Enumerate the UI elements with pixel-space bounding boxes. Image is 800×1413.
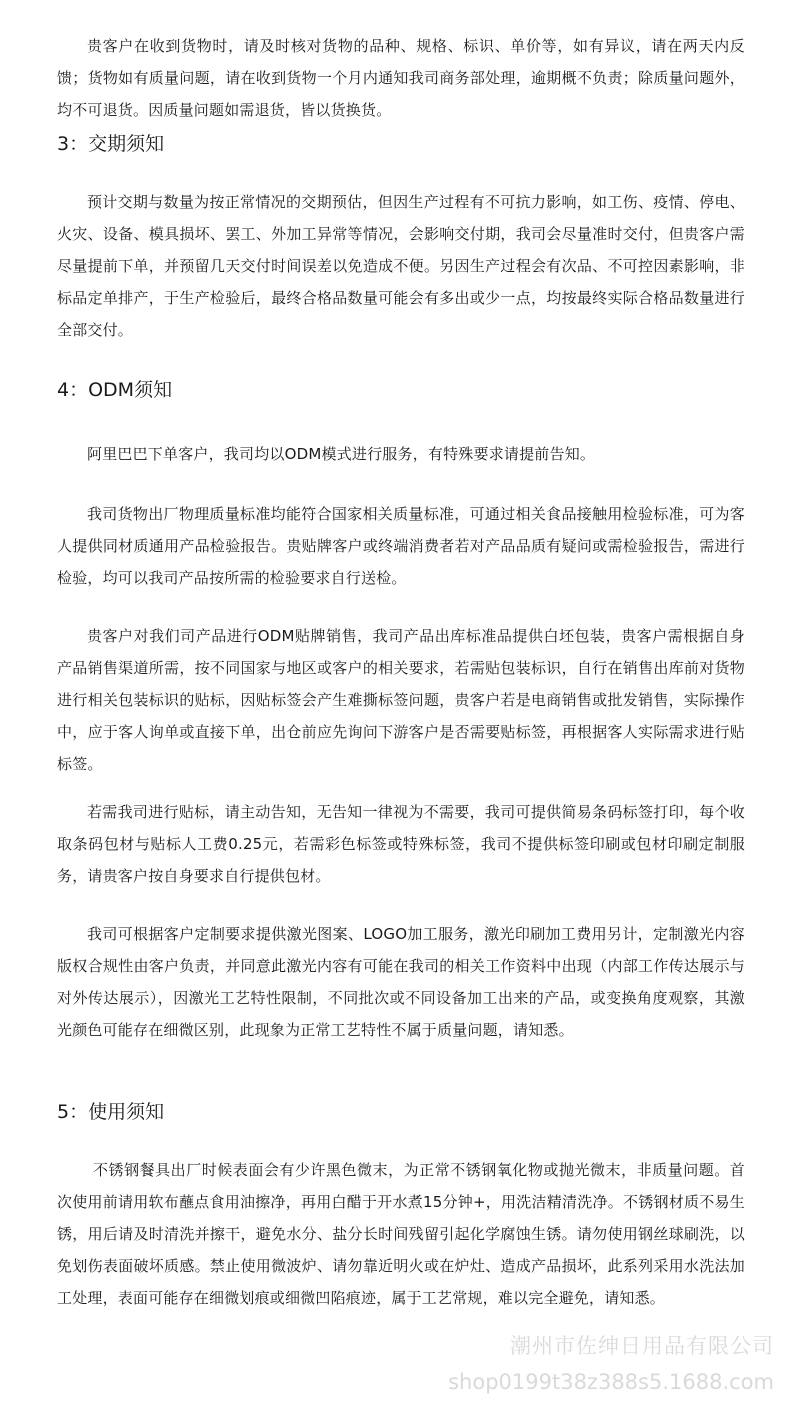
section-4-paragraph-1: 阿里巴巴下单客户，我司均以ODM模式进行服务，有特殊要求请提前告知。 [87,445,596,463]
intro-paragraph: 贵客户在收到货物时，请及时核对货物的品种、规格、标识、单价等，如有异议，请在两天内反馈；货物如有质量问题，请在收到货物一个月内通知我司商务部处理，逾期概不负责；除质量问题外，均不可退货。因质量问题如需退货，皆以货换货。 [57,37,745,119]
section-3-paragraph: 预计交期与数量为按正常情况的交期预估，但因生产过程有不可抗力影响，如工伤、疫情、停电、火灾、设备、模具损坏、罢工、外加工异常等情况，会影响交付期，我司会尽量准时交付，但贵客户需尽量提前下单，并预留几天交付时间误差以免造成不便。另因生产过程会有次品、不可控因素影响，非标品定单排产，于生产检验后，最终合格品数量可能会有多出或少一点，均按最终实际合格品数量进行全部交付。 [57,193,745,339]
section-4-paragraph-2: 我司货物出厂物理质量标准均能符合国家相关质量标准，可通过相关食品接触用检验标准，可为客人提供同材质通用产品检验报告。贵贴牌客户或终端消费者若对产品品质有疑问或需检验报告，需进行检验，均可以我司产品按所需的检验要求自行送检。 [57,505,745,587]
section-4-heading: 4：ODM须知 [57,379,173,401]
section-4-paragraph-3: 贵客户对我们司产品进行ODM贴牌销售，我司产品出库标准品提供白坯包装，贵客户需根据自身产品销售渠道所需，按不同国家与地区或客户的相关要求，若需贴包装标识，自行在销售出库前对货物进行相关包装标识的贴标，因贴标签会产生难撕标签问题，贵客户若是电商销售或批发销售，实际操作中，应于客人询单或直接下单，出仓前应先询问下游客户是否需要贴标签，再根据客人实际需求进行贴标签。 [57,627,745,773]
section-5-paragraph: 不锈钢餐具出厂时候表面会有少许黑色微末，为正常不锈钢氧化物或抛光微末，非质量问题。首次使用前请用软布蘸点食用油擦净，再用白醋于开水煮15分钟+，用洗洁精清洗净。不锈钢材质不易生锈，用后请及时清洗并擦干，避免水分、盐分长时间残留引起化学腐蚀生锈。请勿使用钢丝球刷洗，以免划伤表面破坏质感。禁止使用微波炉、请勿靠近明火或在炉灶、造成产品损坏，此系列采用水洗法加工处理，表面可能存在细微划痕或细微凹陷痕迹，属于工艺常规，难以完全避免，请知悉。 [57,1161,745,1307]
company-watermark: 潮州市佐绅日用品有限公司 [510,1334,774,1358]
shop-url-watermark: shop0199t38z388s5.1688.com [448,1370,774,1394]
section-4-paragraph-5: 我司可根据客户定制要求提供激光图案、LOGO加工服务，激光印刷加工费用另计，定制激光内容版权合规性由客户负责，并同意此激光内容有可能在我司的相关工作资料中出现（内部工作传达展示与对外传达展示），因激光工艺特性限制，不同批次或不同设备加工出来的产品，或变换角度观察，其激光颜色可能存在细微区别，此现象为正常工艺特性不属于质量问题，请知悉。 [57,925,745,1039]
section-5-heading: 5：使用须知 [57,1101,165,1123]
section-3-heading: 3：交期须知 [57,133,165,155]
section-4-paragraph-4: 若需我司进行贴标，请主动告知，无告知一律视为不需要，我司可提供简易条码标签打印，每个收取条码包材与贴标人工费0.25元，若需彩色标签或特殊标签，我司不提供标签印刷或包材印刷定制服务，请贵客户按自身要求自行提供包材。 [57,803,745,885]
